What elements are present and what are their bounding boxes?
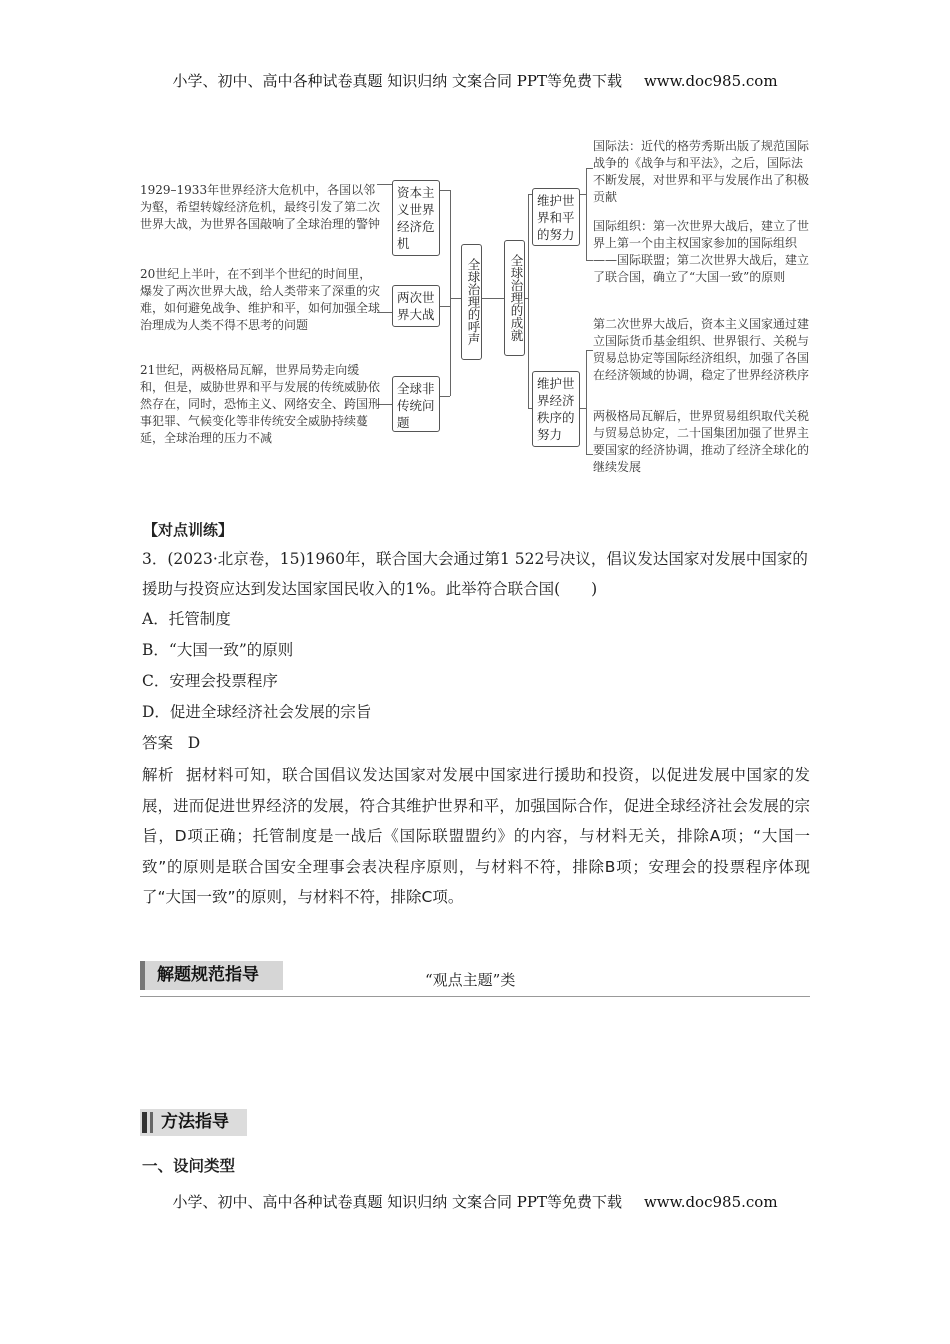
header-text: 小学、初中、高中各种试卷真题 知识归纳 文案合同 PPT等免费下载 [172, 72, 622, 90]
section-band-title: “观点主题”类 [425, 971, 516, 989]
option-b: B．“大国一致”的原则 [142, 641, 294, 659]
page-header [0, 70, 950, 91]
node-nontraditional-issues: 全球非传统问题 [392, 376, 440, 432]
section-band: 解题规范指导 [140, 961, 283, 990]
method-heading [140, 1109, 247, 1136]
analysis-label: 解析 [142, 766, 175, 784]
answer-line [142, 731, 200, 753]
answer-label: 答案 [142, 734, 174, 752]
concept-diagram [135, 138, 815, 483]
footer-text: 小学、初中、高中各种试卷真题 知识归纳 文案合同 PPT等免费下载 [172, 1193, 622, 1211]
connector-line [450, 190, 451, 396]
node-world-wars: 两次世界大战 [392, 285, 440, 327]
heading-bar-icon [150, 1112, 153, 1133]
connector-line [586, 168, 593, 169]
connector-line [450, 298, 461, 299]
answer-value: D [187, 734, 201, 752]
connector-line [440, 306, 450, 307]
header-site-link[interactable]: www.doc985.com [643, 72, 778, 90]
connector-line [440, 190, 450, 191]
connector-line [586, 168, 587, 260]
node-economic-order-efforts: 维护世界经济秩序的努力 [532, 371, 580, 447]
heading-bar-icon [142, 1112, 147, 1133]
subheading: 一、设问类型 [142, 1157, 236, 1175]
left-material-text: 1929–1933年世界经济大危机中，各国以邻为壑，希望转嫁经济危机，最终引发了第二次世界大战，为世界各国敲响了全球治理的警钟 [140, 183, 381, 231]
page-footer [0, 1191, 950, 1212]
right-material-text: 两极格局瓦解后，世界贸易组织取代关税与贸易总协定，二十国集团加强了世界主要国家的经济协调，推动了经济全球化的继续发展 [593, 409, 810, 474]
section-divider [140, 996, 810, 997]
connector-line [440, 396, 450, 397]
connector-line [586, 260, 593, 261]
question-stem: 3．(2023·北京卷，15)1960年，联合国大会通过第1 522号决议，倡议发达国家对发展中国家的援助与投资应达到发达国家国民收入的1%。此举符合联合国( ) [142, 550, 808, 598]
practice-tag: 【对点训练】 [143, 521, 234, 539]
method-label: 方法指导 [161, 1112, 229, 1132]
analysis-text: 据材料可知，联合国倡议发达国家对发展中国家进行援助和投资，以促进发展中国家的发展，进而促进世界经济的发展，符合其维护世界和平，加强国际合作，促进全球经济社会发展的宗旨，D项正确；托管制度是一战后《国际联盟盟约》的内容，与材料无关，排除A项；“大国一致”的原则是联合国安全理事会表决程序原则，与材料不符，排除B项；安理会的投票程序体现了“大国一致”的原则，与材料不符，排除C项。 [142, 766, 810, 906]
node-economic-crisis: 资本主义世界经济危机 [392, 180, 440, 256]
option-a: A．托管制度 [142, 610, 231, 628]
connector-line [528, 194, 529, 408]
connector-line [586, 350, 587, 454]
footer-site-link[interactable]: www.doc985.com [643, 1193, 778, 1211]
node-governance-achievements: 全球治理的成就 [504, 240, 525, 356]
node-governance-call: 全球治理的呼声 [461, 244, 482, 360]
right-material-text: 第二次世界大战后，资本主义国家通过建立国际货币基金组织、世界银行、关税与贸易总协定等国际经济组织，加强了各国在经济领域的协调，稳定了世界经济秩序 [593, 317, 810, 382]
connector-line [482, 298, 504, 299]
left-material-text: 21世纪，两极格局瓦解，世界局势走向缓和，但是，威胁世界和平与发展的传统威胁依然存在，同时，恐怖主义、网络安全、跨国刑事犯罪、气候变化等非传统安全威胁持续蔓延，全球治理的压力不减 [140, 363, 381, 445]
analysis-paragraph [142, 760, 810, 913]
node-peace-efforts: 维护世界和平的努力 [532, 188, 580, 246]
right-material-text: 国际法：近代的格劳秀斯出版了规范国际战争的《战争与和平法》，之后，国际法不断发展，对世界和平与发展作出了积极贡献 [593, 139, 810, 204]
connector-line [586, 454, 593, 455]
option-d: D．促进全球经济社会发展的宗旨 [142, 703, 372, 721]
left-material-text: 20世纪上半叶，在不到半个世纪的时间里，爆发了两次世界大战，给人类带来了深重的灾难，如何避免战争、维护和平，如何加强全球治理成为人类不得不思考的问题 [140, 267, 381, 332]
right-material-text: 国际组织：第一次世界大战后，建立了世界上第一个由主权国家参加的国际组织——国际联盟；第二次世界大战后，建立了联合国，确立了“大国一致”的原则 [593, 219, 810, 284]
connector-line [586, 350, 593, 351]
option-c: C．安理会投票程序 [142, 672, 278, 690]
